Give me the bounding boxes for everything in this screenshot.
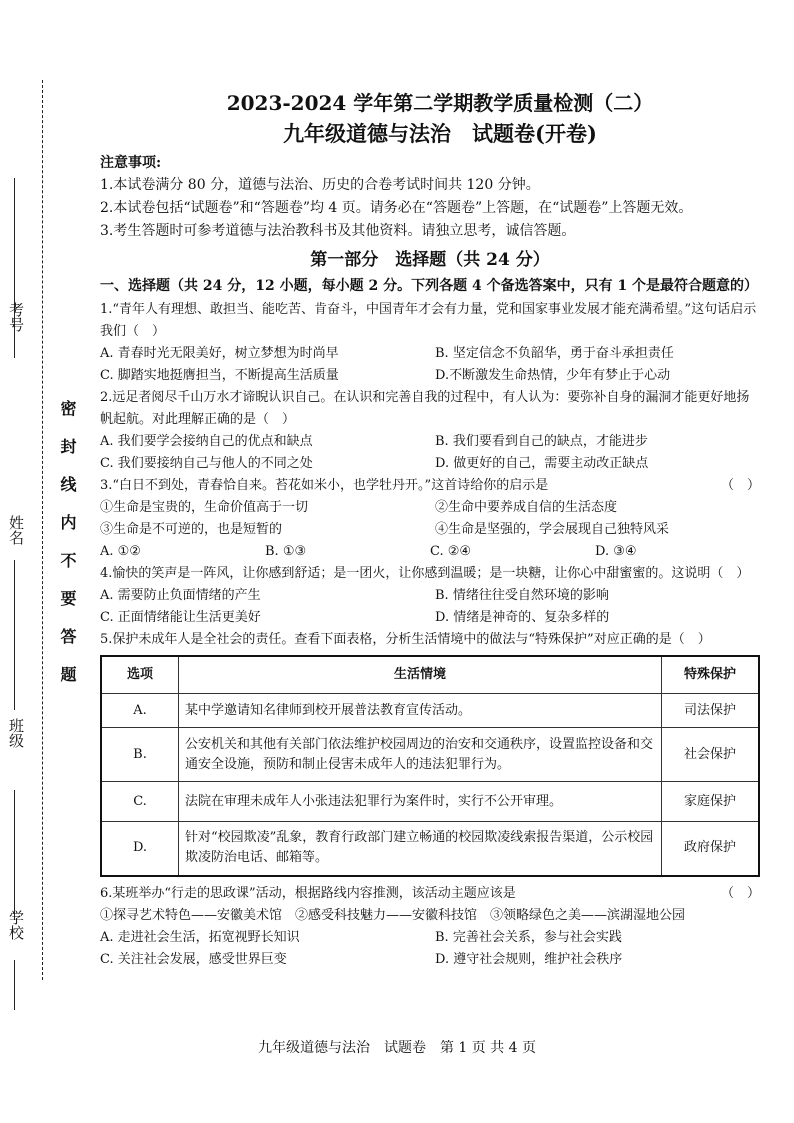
answer-paren: （ ） xyxy=(720,478,760,493)
protection-table xyxy=(100,655,760,877)
binding-margin xyxy=(0,0,92,1123)
table-row xyxy=(101,782,759,822)
table-cell-option: B. xyxy=(101,728,179,782)
notice-block xyxy=(100,152,760,243)
notice-item: 3.考生答题时可参考道德与法治教科书及其他资料。请独立思考，诚信答题。 xyxy=(100,223,576,239)
option-a: A. 需要防止负面情绪的产生 xyxy=(100,588,261,603)
option-d: D. 情绪是神奇的、复杂多样的 xyxy=(435,610,610,625)
part-title: 第一部分 选择题（共 24 分） xyxy=(310,250,550,270)
field-line-school xyxy=(14,960,15,1010)
question-1 xyxy=(100,299,760,387)
question-6 xyxy=(100,883,760,971)
option-b: B. 完善社会关系，参与社会实践 xyxy=(435,929,622,945)
seal-dashed-line xyxy=(42,80,43,980)
question-5 xyxy=(100,629,760,877)
table-header: 选项 xyxy=(101,656,179,694)
field-label-exam-number: 考号 xyxy=(7,302,25,332)
statement-2: ②生命中要养成自信的生活态度 xyxy=(435,500,618,515)
field-line-name xyxy=(14,560,15,710)
exam-page-content xyxy=(100,88,760,971)
option-b: B. 坚定信念不负韶华，勇于奋斗承担责任 xyxy=(435,346,674,361)
option-a: A. 我们要学会接纳自己的优点和缺点 xyxy=(100,434,313,449)
option-a: A. 走进社会生活，拓宽视野长知识 xyxy=(100,929,300,945)
option-c: C. 关注社会发展，感受世界巨变 xyxy=(100,951,287,967)
table-cell-situation: 公安机关和其他有关部门依法维护校园周边的治安和交通秩序，设置监控设备和交通安全设施，预防和制止侵害未成年人的违法犯罪行为。 xyxy=(179,728,662,782)
option-d: D.不断激发生命热情，少年有梦止于心动 xyxy=(435,368,671,383)
field-label-name: 姓名 xyxy=(7,515,25,545)
page-footer: 九年级道德与法治 试题卷 第 1 页 共 4 页 xyxy=(257,1040,537,1056)
table-cell-protection: 家庭保护 xyxy=(662,782,760,822)
table-row xyxy=(101,822,759,876)
table-header: 生活情境 xyxy=(179,656,662,694)
notice-item: 1.本试卷满分 80 分，道德与法治、历史的合卷考试时间共 120 分钟。 xyxy=(100,177,540,193)
table-header: 特殊保护 xyxy=(662,656,760,694)
table-cell-situation: 某中学邀请知名律师到校开展普法教育宣传活动。 xyxy=(179,694,662,728)
section-heading: 一、选择题（共 24 分，12 小题，每小题 2 分。下列各题 4 个备选答案中，只有 1 个是最符合题意的） xyxy=(100,278,759,294)
question-stem: 3.“白日不到处，青春恰自来。苔花如米小，也学牡丹开。”这首诗给你的启示是 xyxy=(100,478,549,493)
option-c: C. 正面情绪能让生活更美好 xyxy=(100,610,261,625)
table-cell-situation: 针对“校园欺凌”乱象，教育行政部门建立畅通的校园欺凌线索报告渠道，公示校园欺凌防治电话、邮箱等。 xyxy=(179,822,662,876)
option-c: C. 脚踏实地挺膺担当，不断提高生活质量 xyxy=(100,368,339,383)
table-cell-protection: 社会保护 xyxy=(662,728,760,782)
option-d: D. 遵守社会规则，维护社会秩序 xyxy=(435,951,623,967)
table-cell-protection: 司法保护 xyxy=(662,694,760,728)
question-stem: 5.保护未成年人是全社会的责任。查看下面表格，分析生活情境中的做法与“特殊保护”对应正确的是（ ） xyxy=(100,632,711,647)
table-row xyxy=(101,728,759,782)
table-cell-situation: 法院在审理未成年人小张违法犯罪行为案件时，实行不公开审理。 xyxy=(179,782,662,822)
option-a: A. 青春时光无限美好，树立梦想为时尚早 xyxy=(100,346,339,361)
option-b: B. 我们要看到自己的缺点，才能进步 xyxy=(435,434,648,449)
notice-item: 2.本试卷包括“试题卷”和“答题卷”均 4 页。请务必在“答题卷”上答题，在“试题卷”上答题无效。 xyxy=(100,200,693,216)
question-stem: 2.远足者阅尽千山万水才谛睨认识自己。在认识和完善自我的过程中，有人认为：要弥补自身的漏洞才能更好地扬帆起航。对此理解正确的是（ ） xyxy=(100,390,750,427)
table-cell-option: C. xyxy=(101,782,179,822)
option-b: B. ①③ xyxy=(265,544,307,559)
exam-subtitle: 九年级道德与法治 试题卷(开卷) xyxy=(283,121,597,146)
option-d: D. ③④ xyxy=(595,544,637,559)
question-4 xyxy=(100,563,760,629)
seal-warning-text: 密封线内不要答题 xyxy=(58,400,77,704)
statement-3: ③生命是不可逆的，也是短暂的 xyxy=(100,522,283,537)
field-label-class: 班级 xyxy=(7,718,25,748)
question-stem: 1.“青年人有理想、敢担当、能吃苦、肯奋斗，中国青年才会有力量，党和国家事业发展才能充满希望。”这句话启示我们（ ） xyxy=(100,302,757,339)
table-cell-protection: 政府保护 xyxy=(662,822,760,876)
statement-4: ④生命是坚强的，学会展现自己独特风采 xyxy=(435,522,670,537)
table-cell-option: A. xyxy=(101,694,179,728)
route-list: ①探寻艺术特色——安徽美术馆 ②感受科技魅力——安徽科技馆 ③领略绿色之美——滨湖湿地公园 xyxy=(100,907,686,923)
field-label-school: 学校 xyxy=(7,910,25,940)
field-line-class xyxy=(14,790,15,920)
notice-heading: 注意事项: xyxy=(100,155,162,171)
question-2 xyxy=(100,387,760,475)
question-3 xyxy=(100,475,760,563)
statement-1: ①生命是宝贵的，生命价值高于一切 xyxy=(100,500,309,515)
question-stem: 4.愉快的笑声是一阵风，让你感到舒适；是一团火，让你感到温暖；是一块糖，让你心中甜蜜蜜的。这说明（ ） xyxy=(100,566,750,581)
option-d: D. 做更好的自己，需要主动改正缺点 xyxy=(435,456,649,471)
question-stem: 6.某班举办“行走的思政课”活动，根据路线内容推测，该活动主题应该是 xyxy=(100,885,516,901)
table-header-row xyxy=(101,656,759,694)
table-cell-option: D. xyxy=(101,822,179,876)
option-b: B. 情绪往往受自然环境的影响 xyxy=(435,588,609,603)
answer-paren: （ ） xyxy=(720,885,760,901)
option-a: A. ①② xyxy=(100,544,141,559)
exam-title: 2023-2024 学年第二学期教学质量检测（二） xyxy=(226,91,654,115)
table-row xyxy=(101,694,759,728)
option-c: C. ②④ xyxy=(430,544,472,559)
option-c: C. 我们要接纳自己与他人的不同之处 xyxy=(100,456,313,471)
